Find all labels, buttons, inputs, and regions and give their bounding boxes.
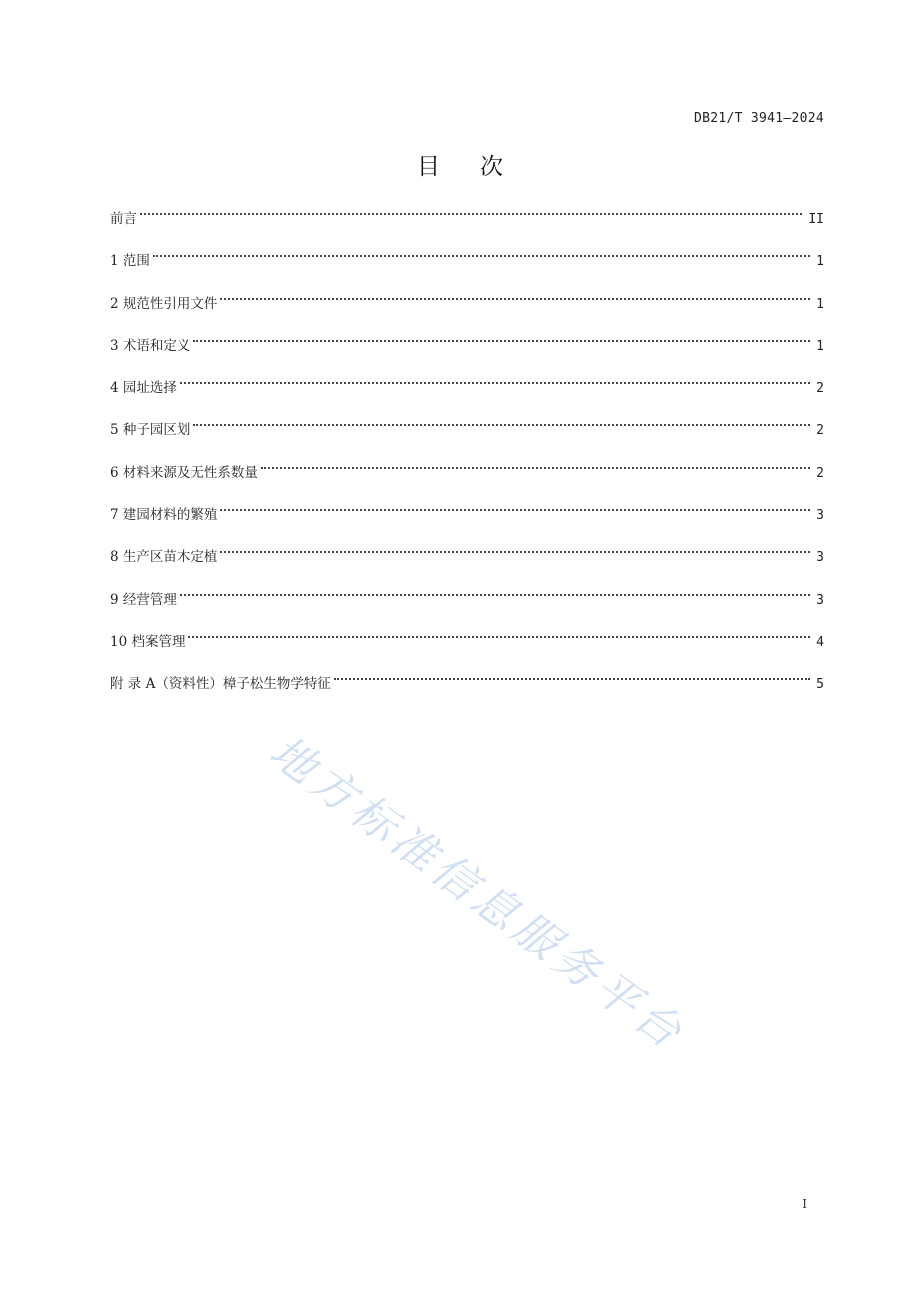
toc-item-title: 1 范围 bbox=[110, 253, 150, 270]
toc-dot-leader bbox=[193, 408, 810, 434]
toc-item-page: 1 bbox=[816, 296, 824, 312]
toc-item[interactable] bbox=[110, 620, 824, 662]
toc-dot-leader bbox=[140, 197, 802, 223]
toc-dot-leader bbox=[261, 451, 810, 477]
toc-item[interactable] bbox=[110, 408, 824, 450]
toc-dot-leader bbox=[193, 324, 810, 350]
toc-item-page: 2 bbox=[816, 423, 824, 439]
toc-item-title: 10 档案管理 bbox=[110, 633, 186, 650]
toc-item[interactable] bbox=[110, 197, 824, 239]
toc-item[interactable] bbox=[110, 578, 824, 620]
toc-item[interactable] bbox=[110, 282, 824, 324]
toc-dot-leader bbox=[153, 239, 810, 265]
toc-dot-leader bbox=[220, 535, 810, 561]
toc-item-page: 1 bbox=[816, 254, 824, 270]
toc-item-page: 4 bbox=[816, 634, 824, 650]
toc-item[interactable] bbox=[110, 451, 824, 493]
toc-item[interactable] bbox=[110, 662, 824, 704]
toc-item[interactable] bbox=[110, 366, 824, 408]
toc-item-title: 7 建园材料的繁殖 bbox=[110, 507, 218, 524]
document-code: DB21/T 3941—2024 bbox=[693, 111, 824, 126]
toc-item-page: 5 bbox=[816, 677, 824, 693]
toc-item-page: 2 bbox=[816, 465, 824, 481]
toc-item-title: 4 园址选择 bbox=[110, 380, 177, 397]
toc-item-page: 3 bbox=[816, 550, 824, 566]
toc-item-title: 附 录 A（资料性）樟子松生物学特征 bbox=[110, 676, 331, 693]
toc-item-page: 2 bbox=[816, 381, 824, 397]
toc-dot-leader bbox=[180, 578, 810, 604]
toc-item-page: II bbox=[808, 212, 824, 227]
toc-dot-leader bbox=[220, 282, 810, 308]
toc-item-page: 3 bbox=[816, 508, 824, 524]
toc-item[interactable] bbox=[110, 493, 824, 535]
toc-dot-leader bbox=[188, 620, 810, 646]
page-title: 目次 bbox=[417, 154, 543, 180]
toc-item-page: 3 bbox=[816, 592, 824, 608]
toc-item[interactable] bbox=[110, 239, 824, 281]
toc-item-title: 6 材料来源及无性系数量 bbox=[110, 464, 258, 481]
watermark: 地方标准信息服务平台 bbox=[260, 726, 695, 1062]
toc-item-title: 9 经营管理 bbox=[110, 591, 177, 608]
toc-item-title: 前言 bbox=[110, 211, 137, 227]
toc-dot-leader bbox=[334, 662, 810, 688]
toc-item-title: 5 种子园区划 bbox=[110, 422, 191, 439]
toc-item-title: 8 生产区苗木定植 bbox=[110, 549, 218, 566]
toc-item-title: 2 规范性引用文件 bbox=[110, 295, 218, 312]
toc-dot-leader bbox=[220, 493, 810, 519]
toc-item-page: 1 bbox=[816, 338, 824, 354]
page-number: I bbox=[802, 1197, 807, 1211]
table-of-contents bbox=[110, 197, 824, 705]
toc-item[interactable] bbox=[110, 535, 824, 577]
toc-item-title: 3 术语和定义 bbox=[110, 337, 191, 354]
toc-dot-leader bbox=[180, 366, 810, 392]
toc-item[interactable] bbox=[110, 324, 824, 366]
